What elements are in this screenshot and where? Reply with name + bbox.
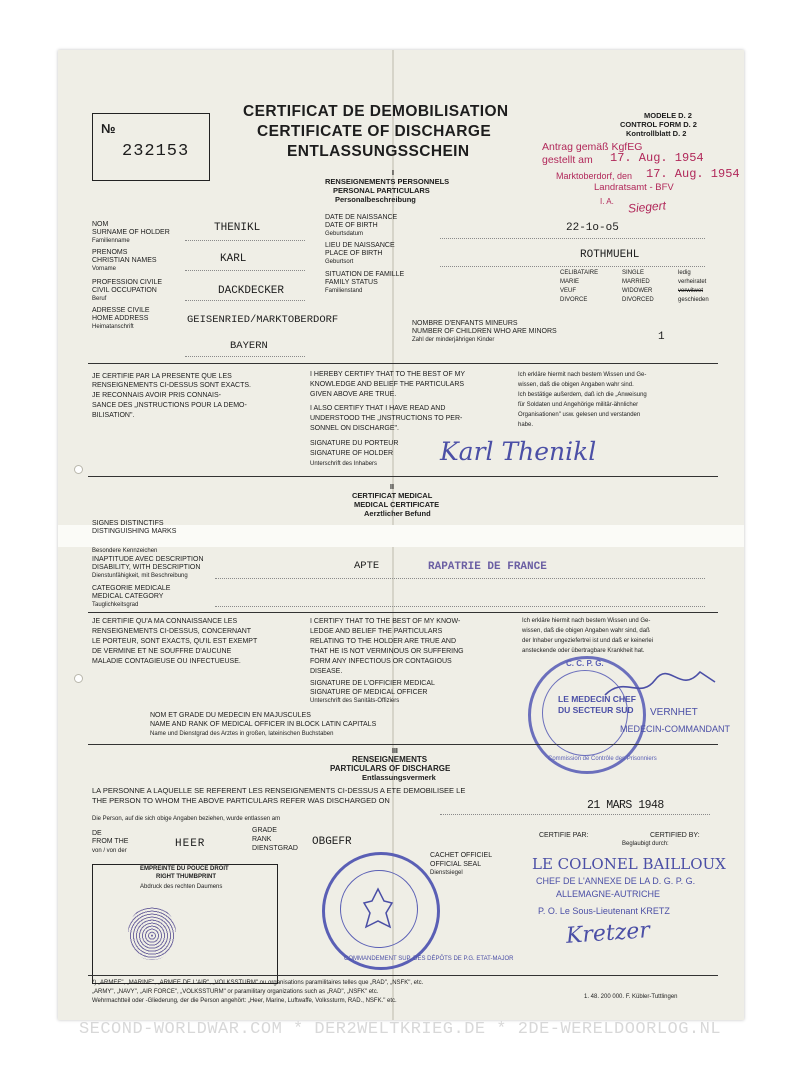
- colonel-stamp: LE COLONEL BAILLOUX: [532, 855, 726, 873]
- address-label-de: Heimatanschrift: [92, 324, 134, 330]
- section1-title-fr: RENSEIGNEMENTS PERSONNELS: [325, 177, 450, 186]
- section3-title-de: Entlassungsvermerk: [362, 773, 436, 782]
- divider: [88, 476, 718, 477]
- surname-label-fr: NOM: [92, 221, 109, 228]
- officer-signature: [600, 660, 720, 710]
- dotted-line: [215, 578, 705, 579]
- official-seal-label-fr: CACHET OFFICIEL: [430, 852, 493, 859]
- dotted-line: [215, 606, 705, 607]
- certify1-fr-4: BILISATION".: [92, 412, 135, 419]
- dotted-line: [185, 300, 305, 301]
- from-value: HEER: [175, 838, 206, 850]
- prenoms-label-en: CHRISTIAN NAMES: [92, 257, 157, 264]
- pob-value: ROTHMUEHL: [580, 249, 640, 261]
- certify2-en-0: I CERTIFY THAT TO THE BEST OF MY KNOW-: [310, 618, 461, 625]
- certify2-de-3: ansteckende oder übertragbare Krankheit hat.: [522, 648, 645, 654]
- holder-sig-label-de: Unterschrift des Inhabers: [310, 461, 378, 467]
- holder-sig-label-en: SIGNATURE OF HOLDER: [310, 450, 394, 457]
- prenoms-label-fr: PRENOMS: [92, 249, 128, 256]
- certify2-en-3: THAT HE IS NOT VERMINOUS OR SUFFERING: [310, 648, 464, 655]
- section1-title-de: Personalbeschreibung: [335, 195, 416, 204]
- model-de: Kontrollblatt D. 2: [626, 129, 687, 138]
- marks-label-de: Besondere Kennzeichen: [92, 548, 158, 554]
- profession-label-en: CIVIL OCCUPATION: [92, 287, 157, 294]
- dotted-line: [185, 240, 305, 241]
- disability-label-de: Dienstunfähigkeit, mit Beschreibung: [92, 573, 188, 579]
- stamp-date1: 17. Aug. 1954: [610, 151, 704, 165]
- pob-label-fr: LIEU DE NAISSANCE: [325, 242, 395, 249]
- rank-label-de: DIENSTGRAD: [252, 845, 298, 852]
- surname-label-de: Familienname: [92, 238, 130, 244]
- rank-label-en: RANK: [252, 836, 272, 843]
- allemagne-stamp: ALLEMAGNE-AUTRICHE: [556, 889, 661, 899]
- medecin-commandant-stamp: MEDECIN-COMMANDANT: [620, 724, 730, 734]
- dob-label-fr: DATE DE NAISSANCE: [325, 214, 398, 221]
- official-seal-label-en: OFFICIAL SEAL: [430, 861, 482, 868]
- dotted-line: [185, 270, 305, 271]
- certify1-fr-1: RENSEIGNEMENTS CI-DESSUS SONT EXACTS.: [92, 382, 251, 389]
- watermark: SECOND-WORLDWAR.COM * DER2WELTKRIEG.DE * 2DE-WERELDOORLOG.NL: [78, 1020, 722, 1039]
- certify1-en-1: KNOWLEDGE AND BELIEF THE PARTICULARS: [310, 381, 465, 388]
- footnote-0: *) „ARMEE", „MARINE", „ARMEE DE L'AIR", „VOLKSSTURM" ou organisations paramilitaires telles que „RAD", „NSFK", etc.: [92, 980, 424, 986]
- family-de-2: verwitwet: [678, 288, 704, 294]
- address-line1: GEISENRIED/MARKTOBERDORF: [187, 314, 339, 326]
- certificate-number: 232153: [122, 142, 190, 161]
- family-fr-0: CELIBATAIRE: [560, 270, 599, 276]
- category-label-de: Tauglichkeitsgrad: [92, 602, 139, 608]
- from-label-fr: DE: [92, 830, 102, 837]
- seal-emblem-icon: [358, 885, 398, 931]
- vernhet-stamp: VERNHET: [650, 707, 698, 718]
- children-value: 1: [658, 331, 665, 343]
- command-seal-text: COMMANDEMENT SUP. DES DÉPÔTS DE P.G. ETAT-MAJOR: [344, 956, 514, 962]
- thumbprint: [128, 906, 176, 960]
- family-de-3: geschieden: [678, 297, 709, 303]
- certify2-en-4: FORM ANY INFECTIOUS OR CONTAGIOUS: [310, 658, 452, 665]
- discharge-text-fr: LA PERSONNE A LAQUELLE SE REFERENT LES RENSEIGNEMENTS CI-DESSUS A ETE DEMOBILISEE LE: [92, 786, 466, 795]
- category-label-en: MEDICAL CATEGORY: [92, 593, 164, 600]
- address-line2: BAYERN: [230, 340, 268, 352]
- family-en-2: WIDOWER: [622, 288, 653, 294]
- certify1-de-4: Organisationen" usw. gelesen und verstanden: [518, 412, 641, 418]
- certify2-de-0: Ich erkläre hiermit nach bestem Wissen und Ge-: [522, 618, 651, 624]
- medical-seal-ring-text: Commission de Contrôle des Prisonniers: [548, 756, 657, 762]
- punch-hole: [74, 465, 83, 474]
- family-label-en: FAMILY STATUS: [325, 279, 378, 286]
- officer-name-label-de: Name und Dienstgrad des Arztes in großen, lateinischen Buchstaben: [150, 731, 334, 737]
- stamp-landratsamt: Landratsamt - BFV: [594, 182, 674, 193]
- family-en-1: MARRIED: [622, 279, 650, 285]
- chef-stamp: CHEF DE L'ANNEXE DE LA D. G. P. G.: [536, 876, 696, 886]
- profession-label-de: Beruf: [92, 296, 107, 302]
- thumb-label-de: Abdruck des rechten Daumens: [140, 884, 223, 890]
- section2-number: II: [390, 484, 394, 491]
- medecin-chef-stamp-1: DU SECTEUR SUD: [558, 705, 634, 715]
- from-label-de: von / von der: [92, 848, 127, 854]
- certify2-en-2: RELATING TO THE HOLDER ARE TRUE AND: [310, 638, 456, 645]
- medecin-chef-stamp-0: LE MEDECIN CHEF: [558, 694, 636, 704]
- print-code: 1. 48. 200 000. F. Kübler-Tuttlingen: [584, 994, 678, 1000]
- certify1-de-0: Ich erkläre hiermit nach bestem Wissen und Ge-: [518, 372, 647, 378]
- profession-value: DACKDECKER: [218, 285, 285, 297]
- kretz-signature: Kretzer: [565, 918, 651, 949]
- medical-seal-top: C. C. P. G.: [566, 659, 604, 668]
- discharge-date: 21 MARS 1948: [587, 799, 664, 812]
- rank-value: OBGEFR: [312, 836, 352, 848]
- family-en-3: DIVORCED: [622, 297, 654, 303]
- certifie-par: CERTIFIE PAR:: [539, 832, 589, 839]
- thumbprint-box: [92, 864, 278, 984]
- certify1-en-0: I HEREBY CERTIFY THAT TO THE BEST OF MY: [310, 371, 466, 378]
- title-de: ENTLASSUNGSSCHEIN: [287, 143, 470, 160]
- marks-label-en: DISTINGUISHING MARKS: [92, 528, 177, 535]
- address-label-fr: ADRESSE CIVILE: [92, 307, 150, 314]
- family-label-fr: SITUATION DE FAMILLE: [325, 271, 405, 278]
- address-label-en: HOME ADDRESS: [92, 315, 149, 322]
- certify1-en-2: GIVEN ABOVE ARE TRUE.: [310, 391, 397, 398]
- family-label-de: Familienstand: [325, 288, 363, 294]
- holder-signature: Karl Thenikl: [440, 437, 597, 466]
- certify2-fr-2: LE PORTEUR, SONT EXACTS, QU'IL EST EXEMPT: [92, 638, 258, 645]
- marks-label-fr: SIGNES DISTINCTIFS: [92, 520, 164, 527]
- model-en: CONTROL FORM D. 2: [620, 120, 697, 129]
- divider: [88, 744, 718, 745]
- certify1-fr-0: JE CERTIFIE PAR LA PRESENTE QUE LES: [92, 373, 232, 380]
- footnote-1: „ARMY", „NAVY", „AIR FORCE", „VOLKSSTURM" or paramilitary organizations such as „RAD", „NSFK" etc.: [92, 989, 379, 995]
- stamp-gestellt: gestellt am: [542, 154, 593, 166]
- family-de-0: ledig: [678, 270, 691, 276]
- dotted-line: [440, 238, 705, 239]
- surname-label-en: SURNAME OF HOLDER: [92, 229, 170, 236]
- section1-number: I: [392, 170, 394, 177]
- dob-value: 22-1o-o5: [566, 222, 619, 234]
- title-en: CERTIFICATE OF DISCHARGE: [257, 123, 492, 140]
- model-fr: MODELE D. 2: [644, 111, 692, 120]
- certify2-fr-0: JE CERTIFIE QU'A MA CONNAISSANCE LES: [92, 618, 238, 625]
- rank-label-fr: GRADE: [252, 827, 277, 834]
- certify2-fr-3: DE VERMINE ET NE SOUFFRE D'AUCUNE: [92, 648, 232, 655]
- thumb-label-fr: EMPREINTE DU POUCE DROIT: [140, 866, 229, 872]
- disability-label-fr: INAPTITUDE AVEC DESCRIPTION: [92, 556, 204, 563]
- certify2-de-2: der Inhaber ungeziefertrei ist und daß er keinerlei: [522, 638, 654, 644]
- certified-by: CERTIFIED BY:: [650, 832, 700, 839]
- disability-label-en: DISABILITY, WITH DESCRIPTION: [92, 564, 201, 571]
- stamp-date2: 17. Aug. 1954: [646, 167, 740, 181]
- footnote-2: Wehrmachtteil oder -Gliederung, der die Person angehört: „Heer, Marine, Luftwaffe, Volkssturm, RAD., NSFK." etc.: [92, 998, 397, 1004]
- holder-sig-label-fr: SIGNATURE DU PORTEUR: [310, 440, 399, 447]
- pob-label-de: Geburtsort: [325, 259, 354, 265]
- title-fr: CERTIFICAT DE DEMOBILISATION: [243, 103, 509, 120]
- from-label-en: FROM THE: [92, 838, 129, 845]
- family-fr-2: VEUF: [560, 288, 577, 294]
- category-label-fr: CATEGORIE MEDICALE: [92, 585, 171, 592]
- po-kretz-stamp: P. O. Le Sous-Lieutenant KRETZ: [538, 906, 670, 916]
- officer-sig-label-fr: SIGNATURE DE L'OFFICIER MEDICAL: [310, 680, 435, 687]
- children-label-fr: NOMBRE D'ENFANTS MINEURS: [412, 320, 518, 327]
- certify1-de-3: für Soldaten und Angehörige militär-ähnlicher: [518, 402, 639, 408]
- section2-title-fr: CERTIFICAT MEDICAL: [352, 491, 433, 500]
- thumb-label-en: RIGHT THUMBPRINT: [156, 874, 216, 880]
- certify2-en-1: LEDGE AND BELIEF THE PARTICULARS: [310, 628, 443, 635]
- divider: [88, 363, 718, 364]
- certify1-de-5: habe.: [518, 422, 534, 428]
- discharge-text-en: THE PERSON TO WHOM THE ABOVE PARTICULARS REFER WAS DISCHARGED ON: [92, 796, 390, 805]
- discharge-text-de: Die Person, auf die sich obige Angaben beziehen, wurde entlassen am: [92, 816, 281, 822]
- official-seal-label-de: Dienstsiegel: [430, 870, 463, 876]
- certify1-de-2: Ich bestätige außerdem, daß ich die „Anweisung: [518, 392, 647, 398]
- section2-title-de: Aerztlicher Befund: [364, 509, 431, 518]
- rapatrie-stamp: RAPATRIE DE FRANCE: [428, 561, 547, 573]
- certify1-en-4: UNDERSTOOD THE „INSTRUCTIONS TO PER-: [310, 415, 463, 422]
- stamp-antrag: Antrag gemäß KgfEG: [542, 141, 643, 153]
- dob-label-en: DATE OF BIRTH: [325, 222, 378, 229]
- divider: [88, 975, 718, 976]
- prenoms-label-de: Vorname: [92, 266, 117, 272]
- family-en-0: SINGLE: [622, 270, 645, 276]
- family-de-1: verheiratet: [678, 279, 707, 285]
- certify2-en-5: DISEASE.: [310, 668, 343, 675]
- section1-title-en: PERSONAL PARTICULARS: [333, 186, 430, 195]
- certify1-fr-2: JE RECONNAIS AVOIR PRIS CONNAIS-: [92, 392, 222, 399]
- profession-label-fr: PROFESSION CIVILE: [92, 279, 163, 286]
- officer-sig-label-en: SIGNATURE OF MEDICAL OFFICER: [310, 689, 428, 696]
- stamp-ia: I. A.: [600, 197, 614, 206]
- beglaubigt: Beglaubigt durch:: [622, 841, 669, 847]
- certify2-de-1: wissen, daß die obigen Angaben wahr sind, daß: [522, 628, 650, 634]
- apte-value: APTE: [354, 560, 380, 572]
- certify2-fr-4: MALADIE CONTAGIEUSE OU INFECTUEUSE.: [92, 658, 241, 665]
- dotted-line: [185, 356, 305, 357]
- section3-title-en: PARTICULARS OF DISCHARGE: [330, 764, 451, 773]
- family-fr-3: DIVORCE: [560, 297, 588, 303]
- children-label-en: NUMBER OF CHILDREN WHO ARE MINORS: [412, 328, 557, 335]
- stamp-marktoberdorf: Marktoberdorf, den: [556, 171, 633, 181]
- number-label: №: [101, 121, 116, 136]
- certify1-en-5: SONNEL ON DISCHARGE".: [310, 425, 399, 432]
- certify1-de-1: wissen, daß die obigen Angaben wahr sind.: [518, 382, 634, 388]
- dob-label-de: Geburtsdatum: [325, 231, 364, 237]
- officer-name-label-fr: NOM ET GRADE DU MEDECIN EN MAJUSCULES: [150, 712, 311, 719]
- pob-label-en: PLACE OF BIRTH: [325, 250, 383, 257]
- officer-sig-label-de: Unterschrift des Sanitäts-Offiziers: [310, 698, 400, 704]
- stamp-signature: Siegert: [627, 198, 667, 216]
- punch-hole: [74, 674, 83, 683]
- section2-title-en: MEDICAL CERTIFICATE: [354, 500, 440, 509]
- certify1-fr-3: SANCE DES „INSTRUCTIONS POUR LA DEMO-: [92, 402, 247, 409]
- divider: [88, 612, 718, 613]
- section3-number: III: [392, 748, 398, 755]
- section3-title-fr: RENSEIGNEMENTS: [352, 755, 428, 764]
- dotted-line: [440, 266, 705, 267]
- officer-name-label-en: NAME AND RANK OF MEDICAL OFFICER IN BLOCK LATIN CAPITALS: [150, 721, 377, 728]
- dotted-line: [440, 814, 710, 815]
- certify2-fr-1: RENSEIGNEMENTS CI-DESSUS, CONCERNANT: [92, 628, 252, 635]
- certify1-en-3: I ALSO CERTIFY THAT I HAVE READ AND: [310, 405, 446, 412]
- family-fr-1: MARIE: [560, 279, 580, 285]
- children-label-de: Zahl der minderjährigen Kinder: [412, 337, 495, 343]
- prenoms-value: KARL: [220, 253, 247, 265]
- surname-value: THENIKL: [214, 222, 261, 234]
